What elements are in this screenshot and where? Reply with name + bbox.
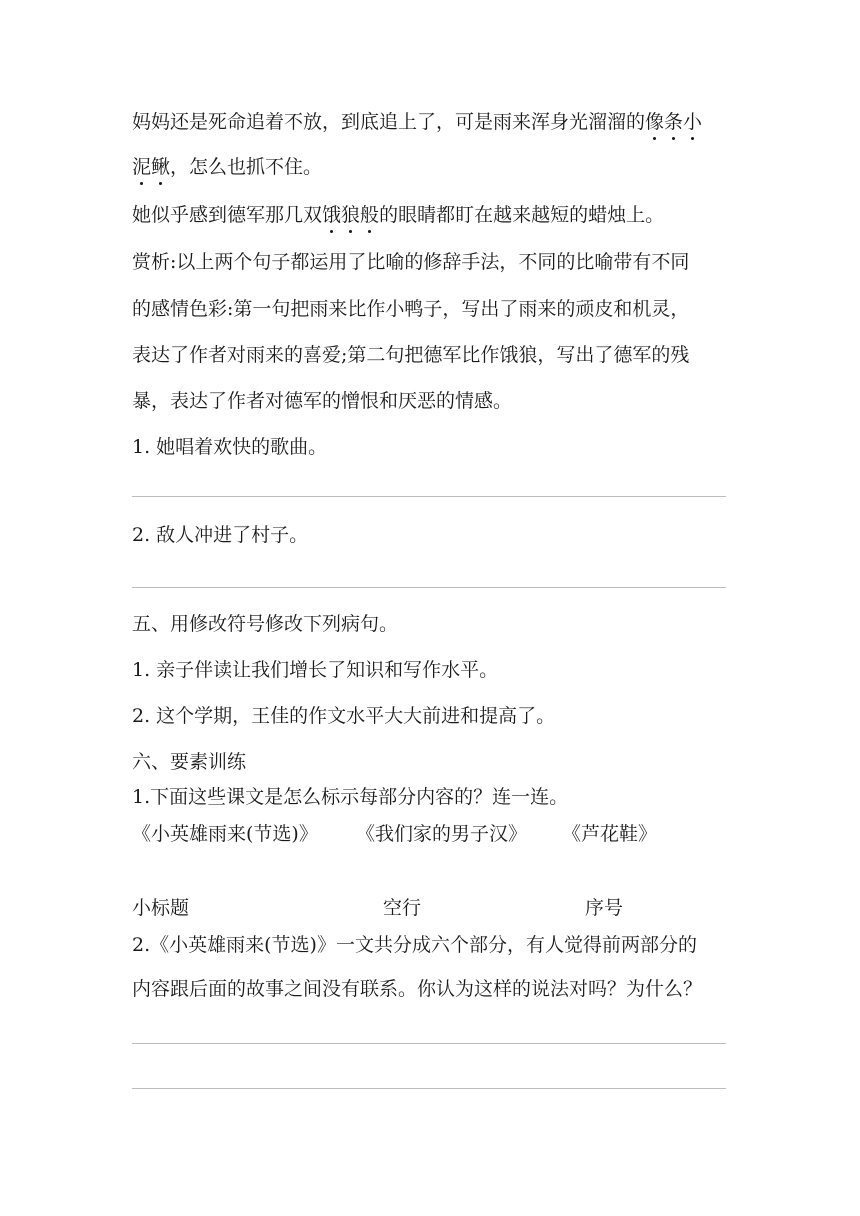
lesson-title-3: 《芦花鞋》 <box>562 823 658 845</box>
exercise-item-1: 1. 她唱着欢快的歌曲。 <box>132 436 328 458</box>
section-5-heading: 五、用修改符号修改下列病句。 <box>132 613 399 635</box>
answer-line[interactable] <box>132 496 726 497</box>
lesson-title-1: 《小英雄雨来(节选)》 <box>132 823 318 845</box>
lesson-title-2: 《我们家的男子汉》 <box>356 823 528 845</box>
section-5-item-2: 2. 这个学期，王佳的作文水平大大前进和提高了。 <box>132 705 556 727</box>
section-6-question-2-cont: 内容跟后面的故事之间没有联系。你认为这样的说法对吗？为什么？ <box>132 978 703 1000</box>
example-sentence-1-end: ，怎么也抓不住。 <box>170 156 323 178</box>
example-sentence-2-text: 她似乎感到德军那几双 <box>132 204 323 226</box>
emphasis-char: 狼 <box>341 204 361 226</box>
method-label-2: 空行 <box>383 897 422 919</box>
emphasis-char: 条 <box>664 111 684 133</box>
example-sentence-1-cont <box>132 155 322 179</box>
analysis-line: 暴，表达了作者对德军的憎恨和厌恶的情感。 <box>132 390 513 412</box>
example-sentence-2 <box>132 203 664 227</box>
section-6-question-1: 1.下面这些课文是怎么标示每部分内容的？连一连。 <box>132 786 569 808</box>
section-5-item-1: 1. 亲子伴读让我们增长了知识和写作水平。 <box>132 659 499 681</box>
method-label-1: 小标题 <box>132 897 190 919</box>
section-6-heading: 六、要素训练 <box>132 751 247 773</box>
emphasis-char: 饿 <box>322 204 342 226</box>
analysis-line: 表达了作者对雨来的喜爱;第二句把德军比作饿狼，写出了德军的残 <box>132 344 690 366</box>
emphasis-char: 小 <box>683 111 703 133</box>
answer-line[interactable] <box>132 1043 726 1044</box>
answer-line[interactable] <box>132 587 726 588</box>
emphasis-char: 鳅 <box>151 156 171 178</box>
exercise-item-2: 2. 敌人冲进了村子。 <box>132 524 309 546</box>
example-sentence-1-text: 妈妈还是死命追着不放，到底追上了，可是雨来浑身光溜溜的 <box>132 111 646 133</box>
analysis-line: 赏析:以上两个句子都运用了比喻的修辞手法，不同的比喻带有不同 <box>132 251 690 273</box>
method-label-3: 序号 <box>585 897 624 919</box>
section-6-question-2: 2.《小英雄雨来(节选)》一文共分成六个部分，有人觉得前两部分的 <box>132 934 697 956</box>
emphasis-char: 般 <box>360 204 380 226</box>
analysis-line: 的感情色彩:第一句把雨来比作小鸭子，写出了雨来的顽皮和机灵， <box>132 298 690 320</box>
example-sentence-2-end: 的眼睛都盯在越来越短的蜡烛上。 <box>379 204 665 226</box>
example-sentence-1 <box>132 110 702 134</box>
answer-line[interactable] <box>132 1088 726 1089</box>
emphasis-char: 泥 <box>132 156 152 178</box>
emphasis-char: 像 <box>645 111 665 133</box>
